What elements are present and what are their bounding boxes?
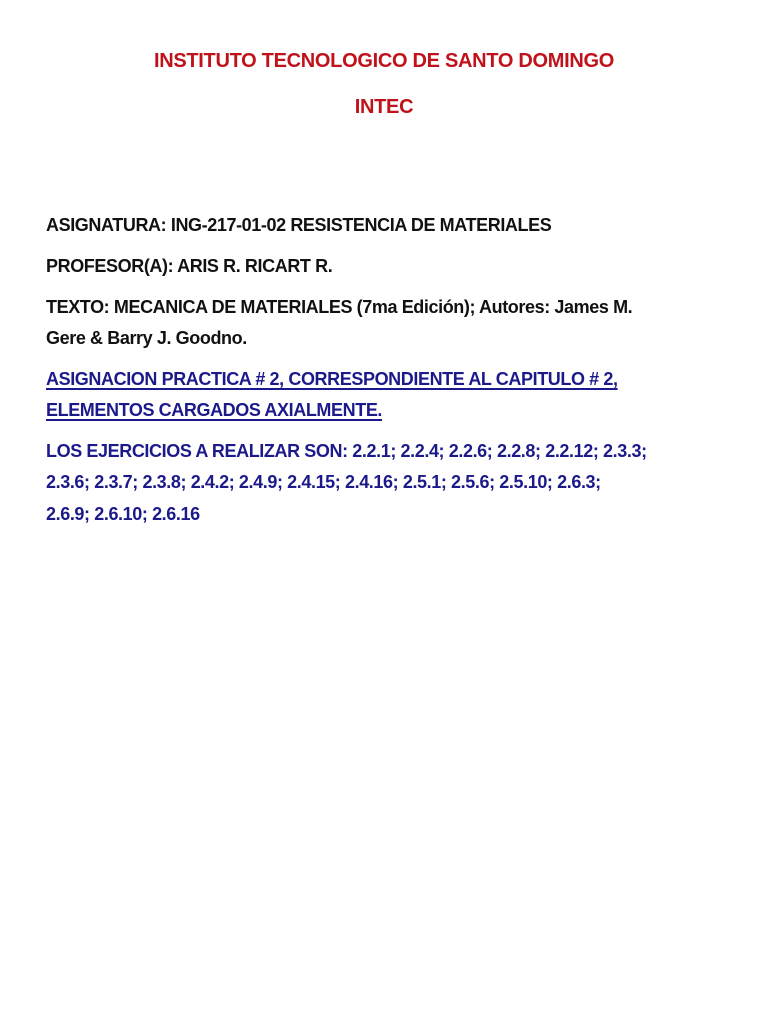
textbook-line-2: Gere & Barry J. Goodno. — [46, 328, 247, 348]
exercises-line-2: 2.3.6; 2.3.7; 2.3.8; 2.4.2; 2.4.9; 2.4.15; 2.4.16; 2.5.1; 2.5.6; 2.5.10; 2.6.3; — [46, 472, 601, 492]
assignment-title-line-2: ELEMENTOS CARGADOS AXIALMENTE. — [46, 400, 383, 420]
subject-line: ASIGNATURA: ING-217-01-02 RESISTENCIA DE MATERIALES — [46, 215, 552, 235]
exercises-line-3: 2.6.9; 2.6.10; 2.6.16 — [46, 504, 200, 524]
assignment-title-line-1: ASIGNACION PRACTICA # 2, CORRESPONDIENTE AL CAPITULO # 2, — [46, 369, 618, 389]
institution-acronym: INTEC — [354, 96, 414, 118]
textbook-line-1: TEXTO: MECANICA DE MATERIALES (7ma Edición); Autores: James M. — [46, 297, 633, 317]
exercises-line-1: LOS EJERCICIOS A REALIZAR SON: 2.2.1; 2.2.4; 2.2.6; 2.2.8; 2.2.12; 2.3.3; — [46, 441, 647, 461]
professor-line: PROFESOR(A): ARIS R. RICART R. — [46, 256, 333, 276]
institution-title: INSTITUTO TECNOLOGICO DE SANTO DOMINGO — [153, 50, 615, 72]
